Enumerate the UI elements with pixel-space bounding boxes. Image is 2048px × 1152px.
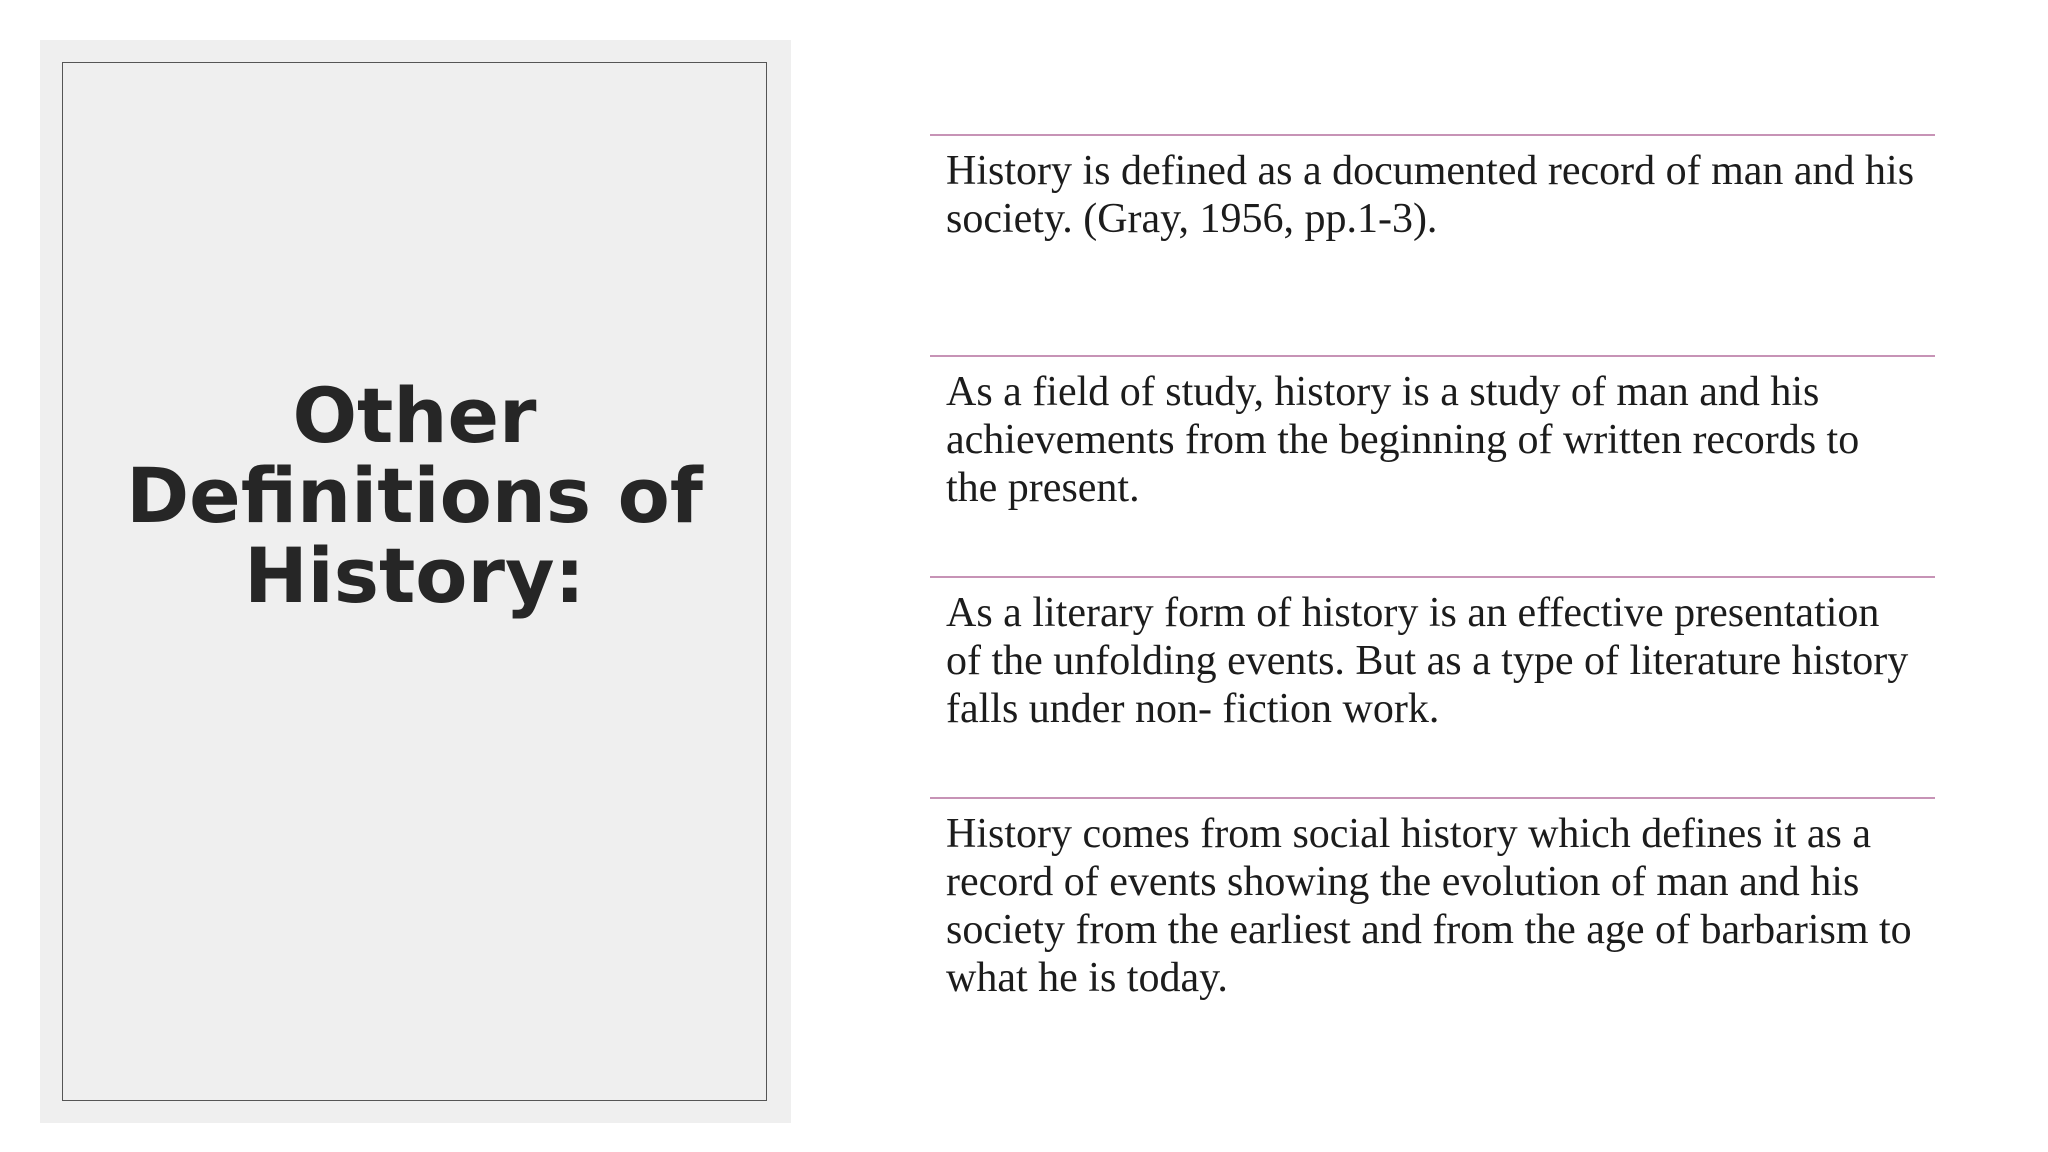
definition-text: As a field of study, history is a study of man and his achievements from the beginning of written records to the present. bbox=[946, 369, 1860, 511]
definitions-list bbox=[930, 134, 1935, 1018]
slide-title: Other Definitions of History: bbox=[126, 370, 703, 620]
definition-text: As a literary form of history is an effective presentation of the unfolding events. But as a type of literature history falls under non- fiction work. bbox=[946, 590, 1909, 732]
definition-item bbox=[930, 134, 1935, 355]
definition-item bbox=[930, 576, 1935, 797]
definition-item bbox=[930, 797, 1935, 1018]
definition-item bbox=[930, 355, 1935, 576]
definition-text: History comes from social history which defines it as a record of events showing the evolution of man and his society from the earliest and from the age of barbarism to what he is today. bbox=[946, 811, 1912, 1001]
title-panel bbox=[40, 40, 791, 1123]
definition-text: History is defined as a documented record of man and his society. (Gray, 1956, pp.1-3). bbox=[946, 148, 1915, 242]
title-frame bbox=[62, 62, 767, 1101]
